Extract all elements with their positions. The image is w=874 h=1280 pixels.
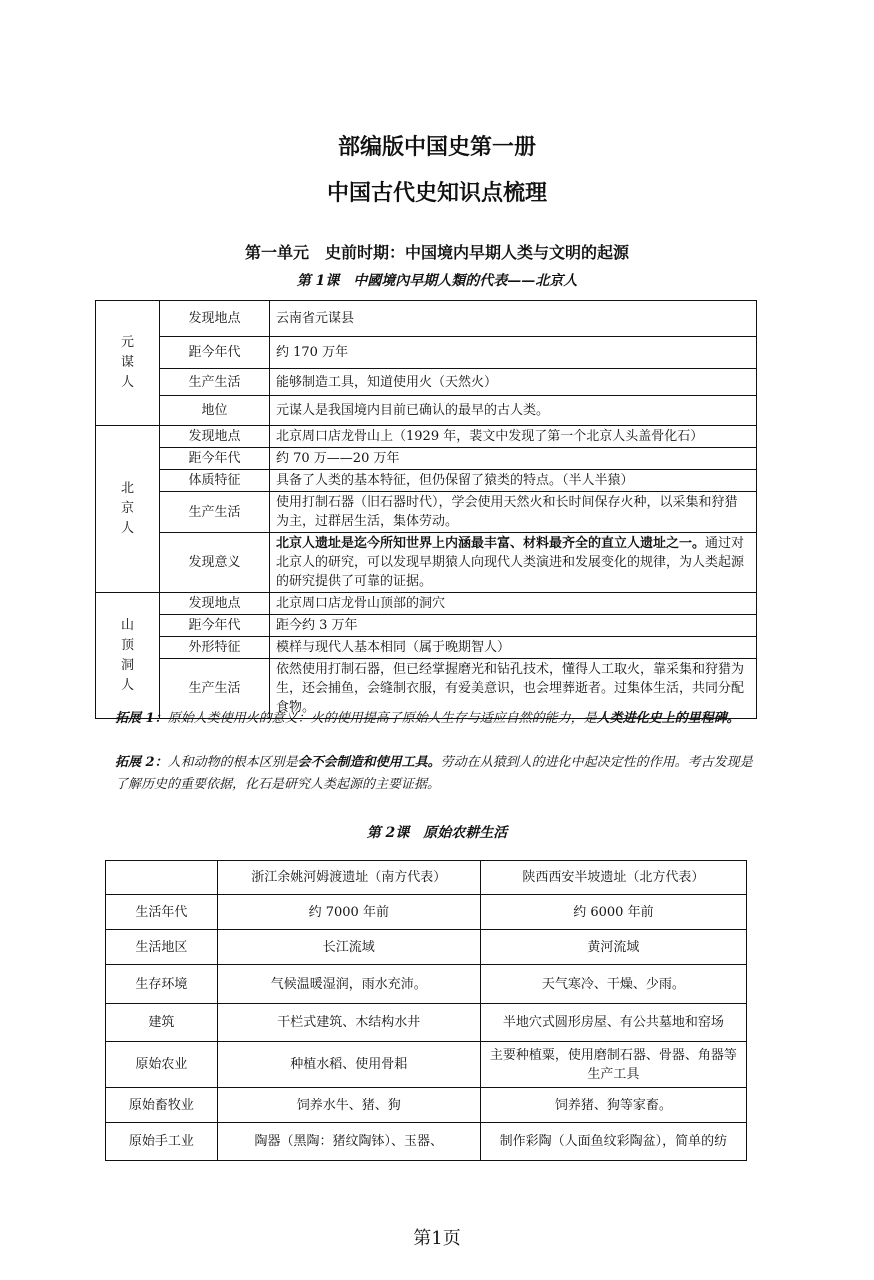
row-attr: 生产生活 [160,369,270,396]
group-beijing: 北京人 [96,426,160,593]
table-row [106,1042,747,1088]
row-value: 北京周口店龙骨山顶部的洞穴 [270,593,757,615]
row-header: 生活地区 [106,930,218,965]
table-row [106,895,747,930]
extension-2 [115,752,755,796]
lesson2-title: 第 2课 原始农耕生活 [366,825,508,841]
row-header: 生存环境 [106,965,218,1004]
page-number: 第1页 [413,1228,461,1249]
table-cell: 约 6000 年前 [480,895,746,930]
table-row [106,1123,747,1161]
table-header-row [106,861,747,895]
group-shanding: 山顶洞人 [96,593,160,719]
row-value: 云南省元谋县 [270,301,757,337]
extension-emphasis: 人类进化史上的里程碑。 [596,711,740,726]
row-attr: 距今年代 [160,337,270,369]
table-row [96,426,757,448]
row-value: 约 70 万——20 万年 [270,448,757,470]
row-attr: 距今年代 [160,448,270,470]
table-cell: 制作彩陶（人面鱼纹彩陶盆），简单的纺 [480,1123,746,1161]
row-value: 依然使用打制石器，但已经掌握磨光和钻孔技术，懂得人工取火，靠采集和狩猎为生，还会捕鱼，会缝制衣服，有爱美意识，也会埋葬逝者。过集体生活，共同分配食物。 [270,659,757,719]
table-row [106,930,747,965]
extension-label: 拓展 2： [115,755,168,770]
extension-emphasis: 会不会制造和使用工具。 [297,755,441,770]
table-row [96,396,757,426]
row-value: 元谋人是我国境内目前已确认的最早的古人类。 [270,396,757,426]
row-header: 原始畜牧业 [106,1088,218,1123]
table-cell: 长江流域 [217,930,480,965]
extension-text: 原始人类使用火的意义：火的使用提高了原始人生存与适应自然的能力，是 [167,711,597,726]
table-row [96,637,757,659]
header-cell: 陕西西安半坡遗址（北方代表） [480,861,746,895]
table-row [96,470,757,492]
row-attr: 发现地点 [160,593,270,615]
table-row [106,1088,747,1123]
table-row [96,615,757,637]
row-attr: 生产生活 [160,659,270,719]
table-row [96,593,757,615]
header-cell: 浙江余姚河姆渡遗址（南方代表） [217,861,480,895]
early-humans-table [95,300,757,719]
table-cell: 气候温暖湿润，雨水充沛。 [217,965,480,1004]
row-header: 原始手工业 [106,1123,218,1161]
lesson1-title: 第 1课 中國境內早期人類的代表——北京人 [296,273,578,289]
table-row [96,337,757,369]
table-cell: 半地穴式圆形房屋、有公共墓地和窑场 [480,1004,746,1042]
header-cell [106,861,218,895]
row-attr: 距今年代 [160,615,270,637]
table-row [96,301,757,337]
row-value: 北京周口店龙骨山上（1929 年，裴文中发现了第一个北京人头盖骨化石） [270,426,757,448]
table-row [96,533,757,593]
farming-sites-table [105,860,747,1161]
table-row [106,965,747,1004]
row-attr: 地位 [160,396,270,426]
table-cell: 黄河流域 [480,930,746,965]
row-value: 具备了人类的基本特征，但仍保留了猿类的特点。（半人半猿） [270,470,757,492]
row-header: 生活年代 [106,895,218,930]
table-cell: 天气寒冷、干燥、少雨。 [480,965,746,1004]
document-title: 部编版中国史第一册 [337,135,536,160]
table-cell: 主要种植粟，使用磨制石器、骨器、角器等生产工具 [480,1042,746,1088]
significance-rest: 通过对北京人的研究，可以发现早期猿人向现代人类演进和发展变化的规律，为人类起源的研究提供了可靠的证据。 [276,536,745,589]
row-value: 约 170 万年 [270,337,757,369]
row-value: 使用打制石器（旧石器时代），学会使用天然火和长时间保存火种，以采集和狩猎为主，过群居生活，集体劳动。 [270,492,757,533]
table-row [96,492,757,533]
table-row [96,369,757,396]
row-attr: 外形特征 [160,637,270,659]
row-attr: 体质特征 [160,470,270,492]
row-attr: 发现地点 [160,426,270,448]
row-header: 原始农业 [106,1042,218,1088]
row-value: 距今约 3 万年 [270,615,757,637]
group-yuanmou: 元谋人 [96,301,160,426]
table-cell: 饲养猪、狗等家畜。 [480,1088,746,1123]
extension-1 [115,708,755,730]
table-row [106,1004,747,1042]
extension-label: 拓展 1： [115,711,168,726]
table-cell: 约 7000 年前 [217,895,480,930]
row-value: 能够制造工具，知道使用火（天然火） [270,369,757,396]
table-cell: 种植水稻、使用骨耜 [217,1042,480,1088]
document-subtitle: 中国古代史知识点梳理 [326,181,547,206]
row-value: 模样与现代人基本相同（属于晚期智人） [270,637,757,659]
table-cell: 饲养水牛、猪、狗 [217,1088,480,1123]
row-attr: 发现地点 [160,301,270,337]
row-attr: 生产生活 [160,492,270,533]
row-header: 建筑 [106,1004,218,1042]
significance-bold: 北京人遗址是迄今所知世界上内涵最丰富、材料最齐全的直立人遗址之一。 [276,536,706,551]
extension-text: 劳动在从猿到人的进化中起决定性的作用。考古发现是了解历史的重要依据，化石是研究人类起源的主要证据。 [115,755,753,792]
row-attr: 发现意义 [160,533,270,593]
table-cell: 干栏式建筑、木结构水井 [217,1004,480,1042]
table-cell: 陶器（黑陶：猪纹陶钵）、玉器、 [217,1123,480,1161]
table-row [96,448,757,470]
unit-title: 第一单元 史前时期：中国境内早期人类与文明的起源 [244,243,629,262]
row-value [270,533,757,593]
extension-text: 人和动物的根本区别是 [167,755,298,770]
